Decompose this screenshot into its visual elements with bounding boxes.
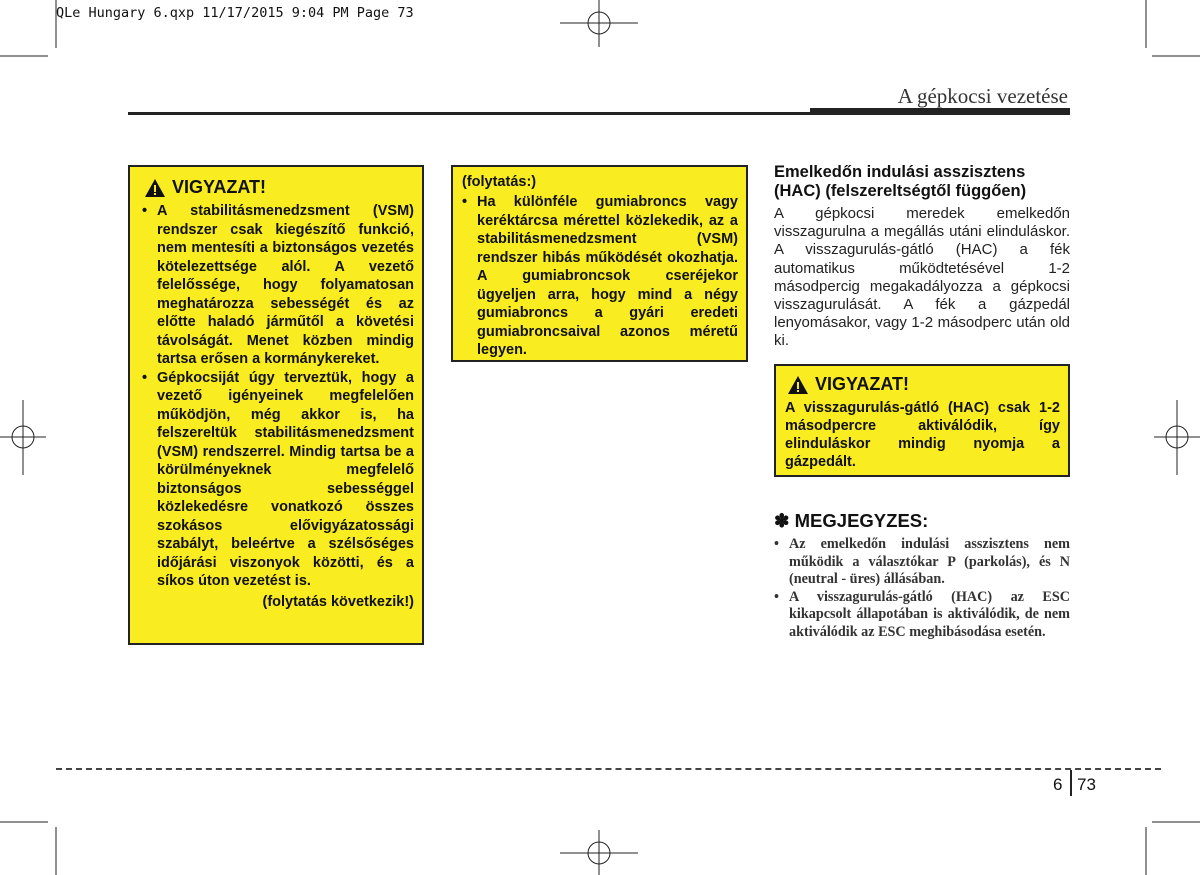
- note-list: [774, 536, 1070, 642]
- warning-box-hac: [774, 364, 1070, 477]
- warning-box-continued: [451, 165, 748, 362]
- warning-bullet-list: [142, 202, 414, 591]
- page-number: 73: [1077, 775, 1096, 794]
- hac-body: A gépkocsi meredek emelkedőn visszagurulna a megállás utáni elinduláskor. A visszagurulás-gátló (HAC) a fék automatikus működtetésével 1-2 másodpercig megakadályozza a gépkocsi visszagurulását. A fék a gázpedál lenyomásakor, vagy 1-2 másodperc után old ki.: [774, 205, 1070, 350]
- list-item: • A visszagurulás-gátló (HAC) az ESC kikapcsolt állapotában is aktiválódik, de nem aktiválódik az ESC meghibásodása esetén.: [774, 588, 1070, 640]
- warning-triangle-icon: [144, 178, 166, 198]
- list-item: • Az emelkedőn indulási asszisztens nem működik a választókar P (parkolás), és N (neutral - üres) állásában.: [774, 536, 1070, 588]
- hac-title: Emelkedőn indulási asszisztens (HAC) (felszereltségtől függően): [774, 163, 1027, 200]
- note-heading: ✽ MEGJEGYZES:: [774, 510, 929, 531]
- warning-text: A visszagurulás-gátló (HAC) csak 1-2 másodpercre aktiválódik, így elinduláskor mindig nyomja a gázpedált.: [785, 400, 1060, 470]
- print-slug: QLe Hungary 6.qxp 11/17/2015 9:04 PM Page 73: [56, 5, 414, 21]
- warning-triangle-icon: [787, 375, 809, 395]
- warning-box-vsm: [128, 165, 424, 645]
- continued-note: (folytatás következik!): [262, 593, 414, 610]
- warning-heading: [144, 177, 414, 198]
- warning-heading-text: VIGYAZAT!: [172, 177, 267, 197]
- section-title: A gépkocsi vezetése: [897, 84, 1068, 108]
- warning-bullet-list: [462, 193, 738, 360]
- list-item: • Ha különféle gumiabroncs vagy keréktárcsa mérettel közlekedik, az a stabilitásmenedzsment (VSM) rendszer hibás működését okozhatja. A gumiabroncsok cseréjekor ügyeljen arra, hogy mind a négy gumiabroncs a gyári eredeti gumiabroncsaival azonos méretű legyen.: [462, 194, 738, 358]
- continuation-heading: (folytatás:): [462, 174, 537, 190]
- warning-heading: [787, 374, 1060, 395]
- list-item: • Gépkocsiját úgy terveztük, hogy a vezető igényeinek megfelelően működjön, még akkor is, ha felszereltük stabilitásmenedzsment (VSM) rendszerrel. Mindig tartsa be a körülményeknek megfelelő biztonságos sebességgel közlekedésre vonatkozó összes szokásos elővigyázatossági szabályt, beleértve a szélsőséges időjárási viszonyok közötti, és a síkos úton vezetést is.: [142, 369, 414, 589]
- list-item: • A stabilitásmenedzsment (VSM) rendszer csak kiegészítő funkció, nem mentesíti a biztonságos vezetés kötelezettsége alól. A vezető felelőssége, hogy folyamatosan meghatározza sebességét és az előtte haladó járműtől a követési távolságát. Menet közben mindig tartsa erősen a kormánykereket.: [142, 203, 414, 367]
- chapter-number: 6: [1053, 775, 1063, 794]
- page-number-separator: [1070, 770, 1072, 796]
- warning-heading-text: VIGYAZAT!: [815, 374, 910, 394]
- footer-dashed-rule: [56, 768, 1161, 770]
